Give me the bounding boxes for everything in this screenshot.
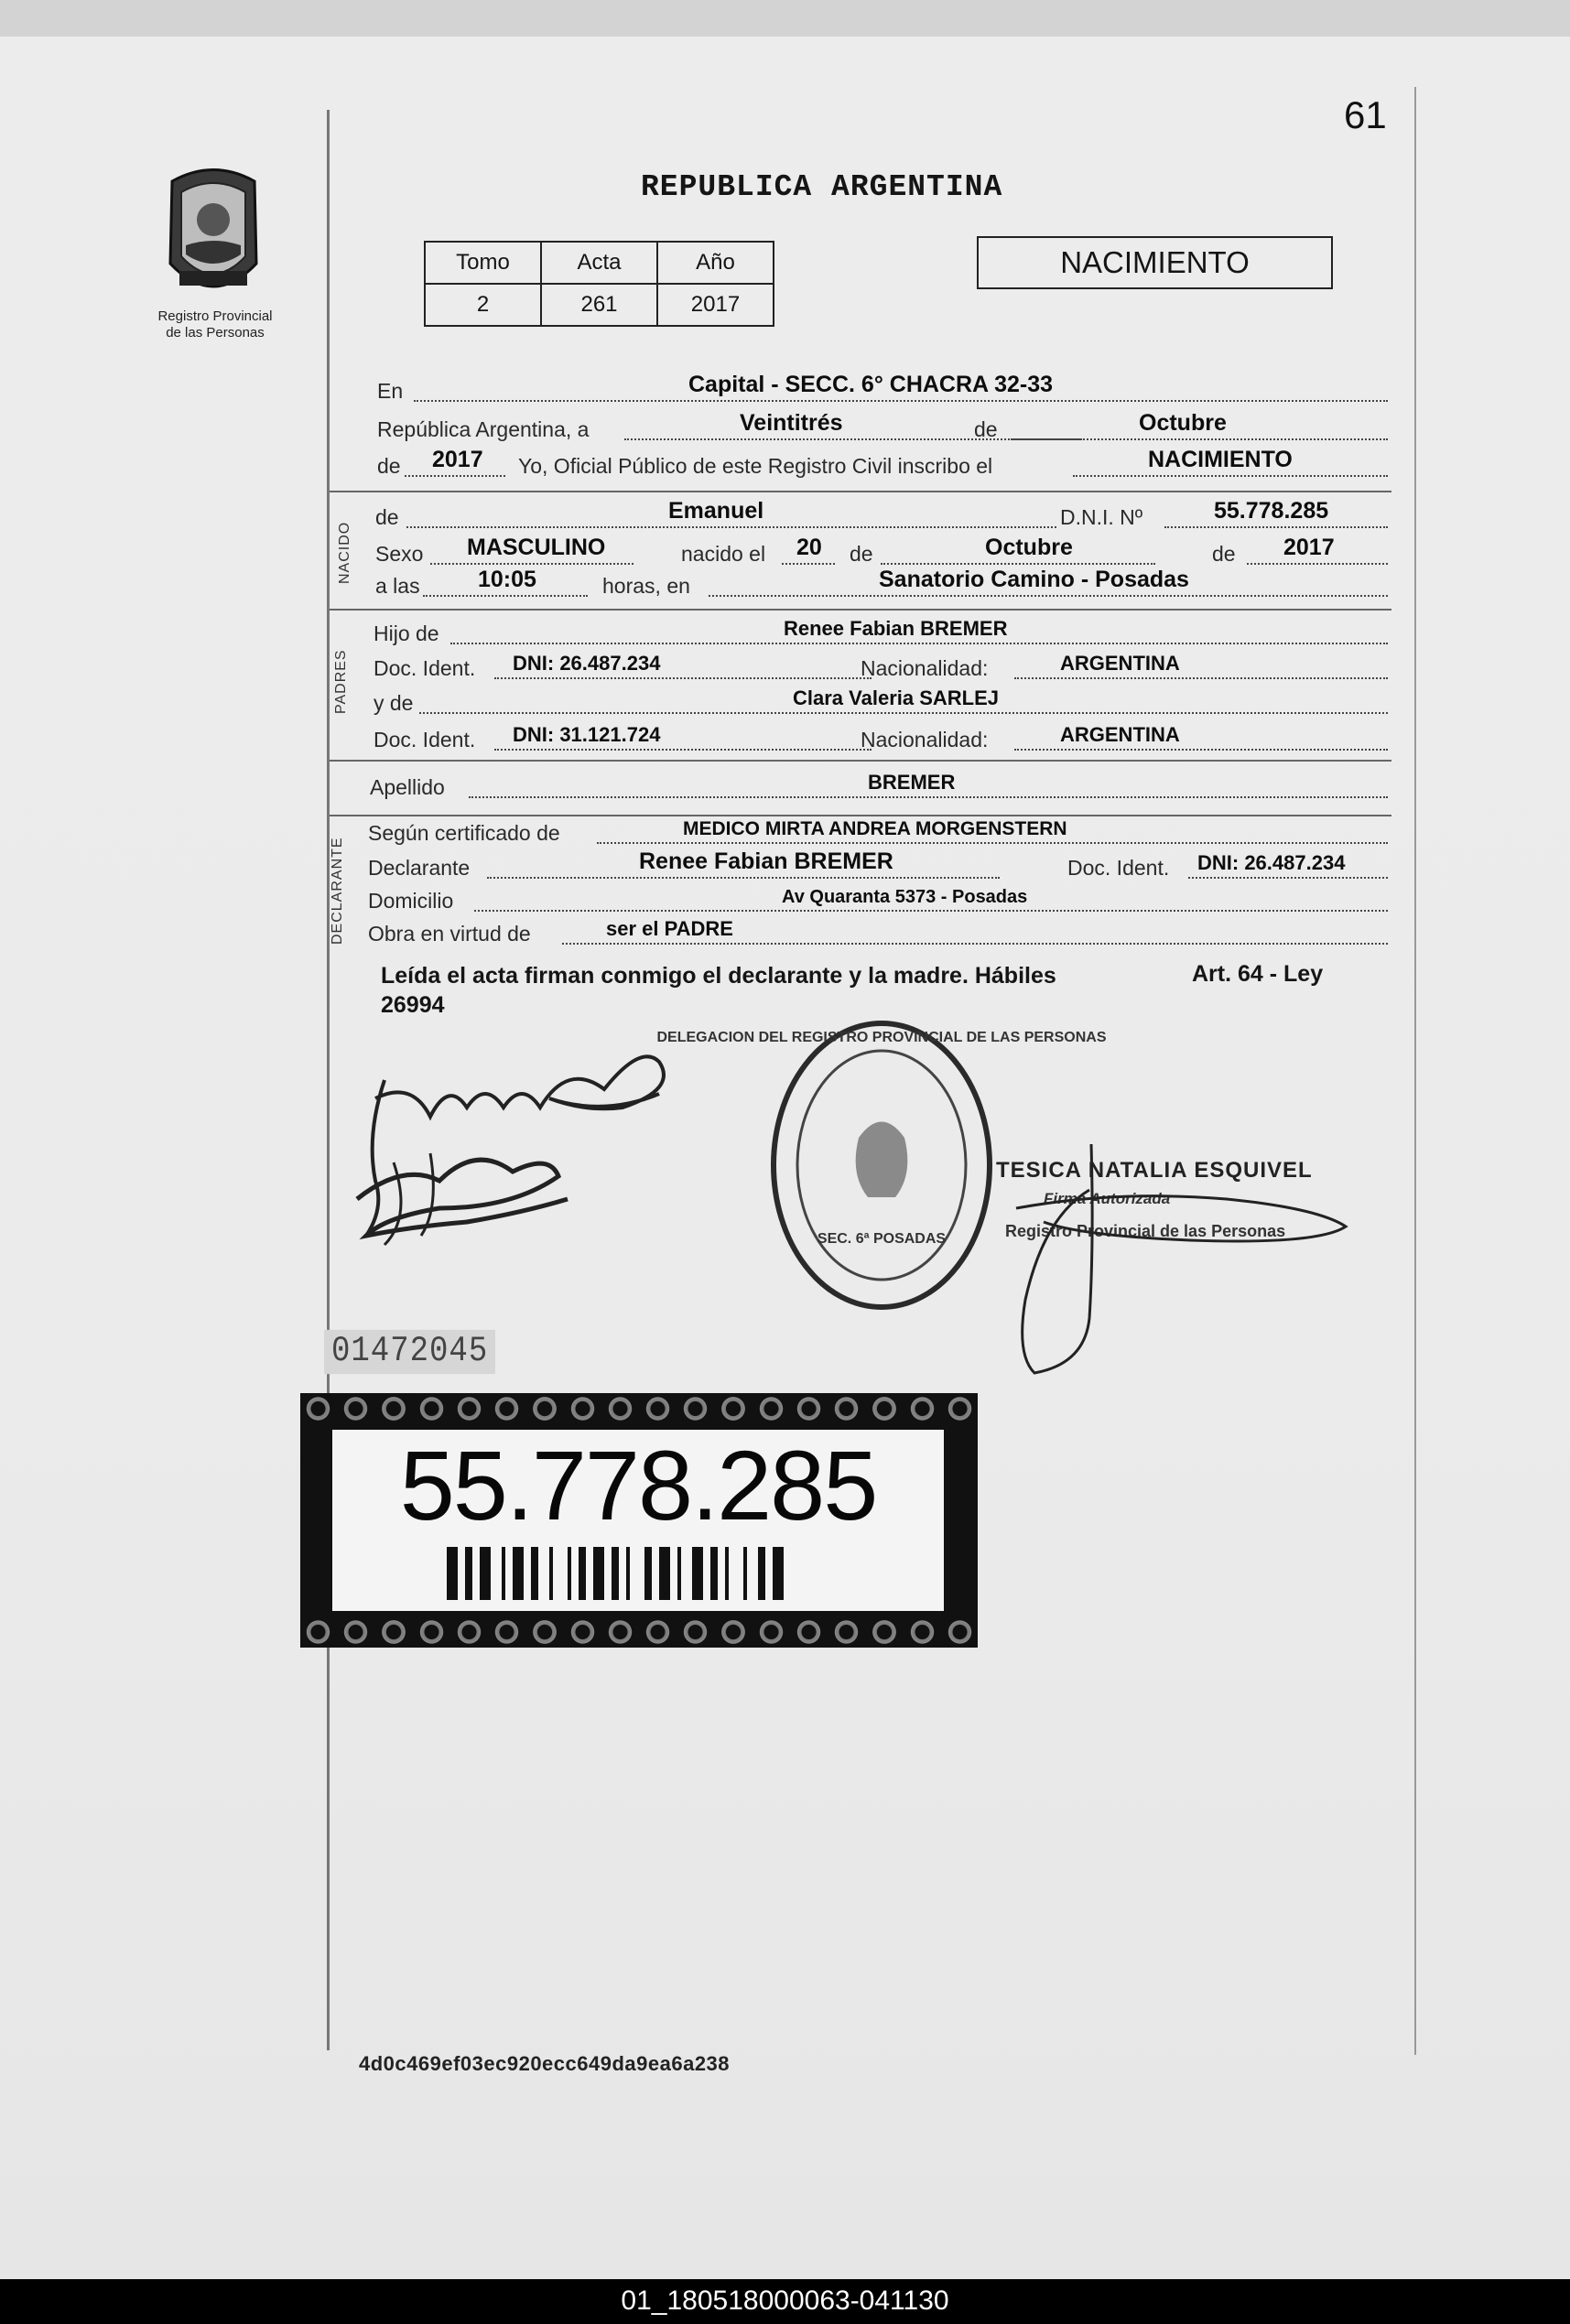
ano-value: 2017 — [657, 284, 774, 326]
seal-inner-text: SEC. 6ª POSADAS — [817, 1231, 947, 1247]
row-domicilio: Domicilio Av Quaranta 5373 - Posadas — [366, 881, 1390, 917]
seal-outer-text: DELEGACION DEL REGISTRO PROVINCIAL DE LAS PERSONAS — [656, 1030, 1107, 1045]
mother-nationality-value: ARGENTINA — [1060, 723, 1180, 746]
father-name-value: Renee Fabian BREMER — [784, 617, 1008, 640]
mother-name-value: Clara Valeria SARLEJ — [793, 686, 1000, 709]
row-y-de: y de Clara Valeria SARLEJ — [366, 683, 1390, 719]
row-hora-lugar: a las 10:05 horas, en Sanatorio Camino - Posadas — [366, 566, 1390, 602]
row-father-doc: Doc. Ident. DNI: 26.487.234 Nacionalidad: ARGENTINA — [366, 648, 1390, 685]
sticker-dni-number: 55.778.285 — [399, 1430, 877, 1540]
acta-header: Acta — [541, 242, 657, 284]
row-apellido: Apellido BREMER — [366, 767, 1390, 804]
section-label-declarante: DECLARANTE — [330, 837, 345, 945]
en-value: Capital - SECC. 6° CHACRA 32-33 — [688, 372, 1054, 397]
section-label-nacido: NACIDO — [337, 521, 352, 584]
tomo-header: Tomo — [425, 242, 541, 284]
row-certificado: Según certificado de MEDICO MIRTA ANDREA MORGENSTERN — [366, 813, 1390, 849]
record-type-box: NACIMIENTO — [977, 236, 1333, 289]
official-signature-icon — [1007, 1135, 1355, 1382]
row-republica: República Argentina, a Veintitrés de Octubre — [366, 409, 1390, 446]
tomo-value: 2 — [425, 284, 541, 326]
barcode-bar — [644, 1547, 652, 1600]
father-doc-value: DNI: 26.487.234 — [513, 652, 661, 675]
birth-day-value: 20 — [796, 535, 822, 560]
declarante-doc-value: DNI: 26.487.234 — [1197, 851, 1346, 874]
row-nacido-name: de Emanuel D.N.I. Nº 55.778.285 — [366, 497, 1390, 534]
row-year-oficial: de 2017 Yo, Oficial Público de este Registro Civil inscribo el NACIMIENTO — [366, 446, 1390, 482]
official-name: TESICA NATALIA ESQUIVEL — [996, 1158, 1313, 1183]
barcode-bar — [593, 1547, 604, 1600]
barcode-bar — [758, 1547, 765, 1600]
row-obra: Obra en virtud de ser el PADRE — [366, 913, 1390, 950]
barcode-bar — [513, 1547, 524, 1600]
closing-statement: Leída el acta firman conmigo el declarante y la madre. Hábiles 26994 — [381, 963, 1056, 1018]
acta-value: 261 — [541, 284, 657, 326]
provincial-crest-icon — [154, 163, 273, 305]
document-hash: 4d0c469ef03ec920ecc649da9ea6a238 — [359, 2052, 731, 2075]
father-nationality-value: ARGENTINA — [1060, 652, 1180, 675]
barcode-bar — [725, 1547, 729, 1600]
barcode-bar — [743, 1547, 747, 1600]
separator — [330, 491, 1391, 492]
apellido-value: BREMER — [868, 771, 956, 794]
birth-month-value: Octubre — [985, 535, 1073, 560]
row-hijo-de: Hijo de Renee Fabian BREMER — [366, 613, 1390, 650]
inscribo-value: NACIMIENTO — [1148, 447, 1293, 472]
row-mother-doc: Doc. Ident. DNI: 31.121.724 Nacionalidad: ARGENTINA — [366, 719, 1390, 756]
barcode-bar — [531, 1547, 538, 1600]
crest-caption: Registro Provincial de las Personas — [157, 308, 273, 340]
birth-place-value: Sanatorio Camino - Posadas — [879, 567, 1189, 592]
barcode-bar — [626, 1547, 630, 1600]
year-value: 2017 — [432, 447, 483, 472]
sticker-inner — [332, 1430, 944, 1611]
separator — [330, 609, 1391, 611]
row-sexo: Sexo MASCULINO nacido el 20 de Octubre de 2017 — [366, 534, 1390, 570]
ano-header: Año — [657, 242, 774, 284]
page-number: 61 — [1344, 93, 1387, 136]
child-dni-value: 55.778.285 — [1214, 498, 1329, 524]
birth-time-value: 10:05 — [478, 567, 536, 592]
official-office: Registro Provincial de las Personas — [1005, 1222, 1286, 1240]
birth-year-value: 2017 — [1283, 535, 1335, 560]
mother-doc-value: DNI: 31.121.724 — [513, 723, 661, 746]
scan-top-band — [0, 0, 1570, 38]
barcode-bar — [568, 1547, 571, 1600]
law-reference: Art. 64 - Ley — [1192, 961, 1324, 987]
barcode-bar — [692, 1547, 703, 1600]
row-declarante: Declarante Renee Fabian BREMER Doc. Ident. DNI: 26.487.234 — [366, 848, 1390, 884]
barcode-bar — [502, 1547, 505, 1600]
sticker-pattern-bottom — [300, 1616, 978, 1648]
document-title: REPUBLICA ARGENTINA — [641, 170, 1003, 204]
declarant-signature-icon — [330, 1025, 705, 1263]
section-label-padres: PADRES — [333, 649, 349, 714]
domicilio-value: Av Quaranta 5373 - Posadas — [782, 887, 1028, 907]
day-value: Veintitrés — [740, 410, 843, 436]
official-role: Firma Autorizada — [1044, 1190, 1171, 1207]
barcode-bar — [480, 1547, 491, 1600]
obra-value: ser el PADRE — [606, 917, 733, 940]
footer-filename: 01_180518000063-041130 — [621, 2286, 949, 2316]
barcode-bar — [710, 1547, 718, 1600]
barcode-bar — [579, 1547, 586, 1600]
barcode-bar — [773, 1547, 784, 1600]
month-value: Octubre — [1139, 410, 1227, 436]
tomo-acta-ano-table — [424, 241, 774, 327]
barcode-bar — [677, 1547, 681, 1600]
sticker-pattern-top — [300, 1393, 978, 1424]
declarante-name-value: Renee Fabian BREMER — [639, 849, 893, 874]
sexo-value: MASCULINO — [467, 535, 606, 560]
barcode-bar — [465, 1547, 472, 1600]
dni-label-sticker — [300, 1393, 978, 1648]
barcode-bar — [659, 1547, 670, 1600]
official-seal-icon — [656, 1014, 1107, 1316]
barcode-bar — [549, 1547, 553, 1600]
barcode-icon — [447, 1547, 850, 1600]
row-en: En Capital - SECC. 6° CHACRA 32-33 — [366, 371, 1390, 407]
separator — [330, 760, 1391, 762]
serial-number: 01472045 — [324, 1330, 495, 1374]
certificado-value: MEDICO MIRTA ANDREA MORGENSTERN — [683, 818, 1067, 839]
barcode-bar — [447, 1547, 458, 1600]
right-margin-line — [1414, 87, 1416, 2055]
child-name-value: Emanuel — [668, 498, 764, 524]
barcode-bar — [612, 1547, 619, 1600]
